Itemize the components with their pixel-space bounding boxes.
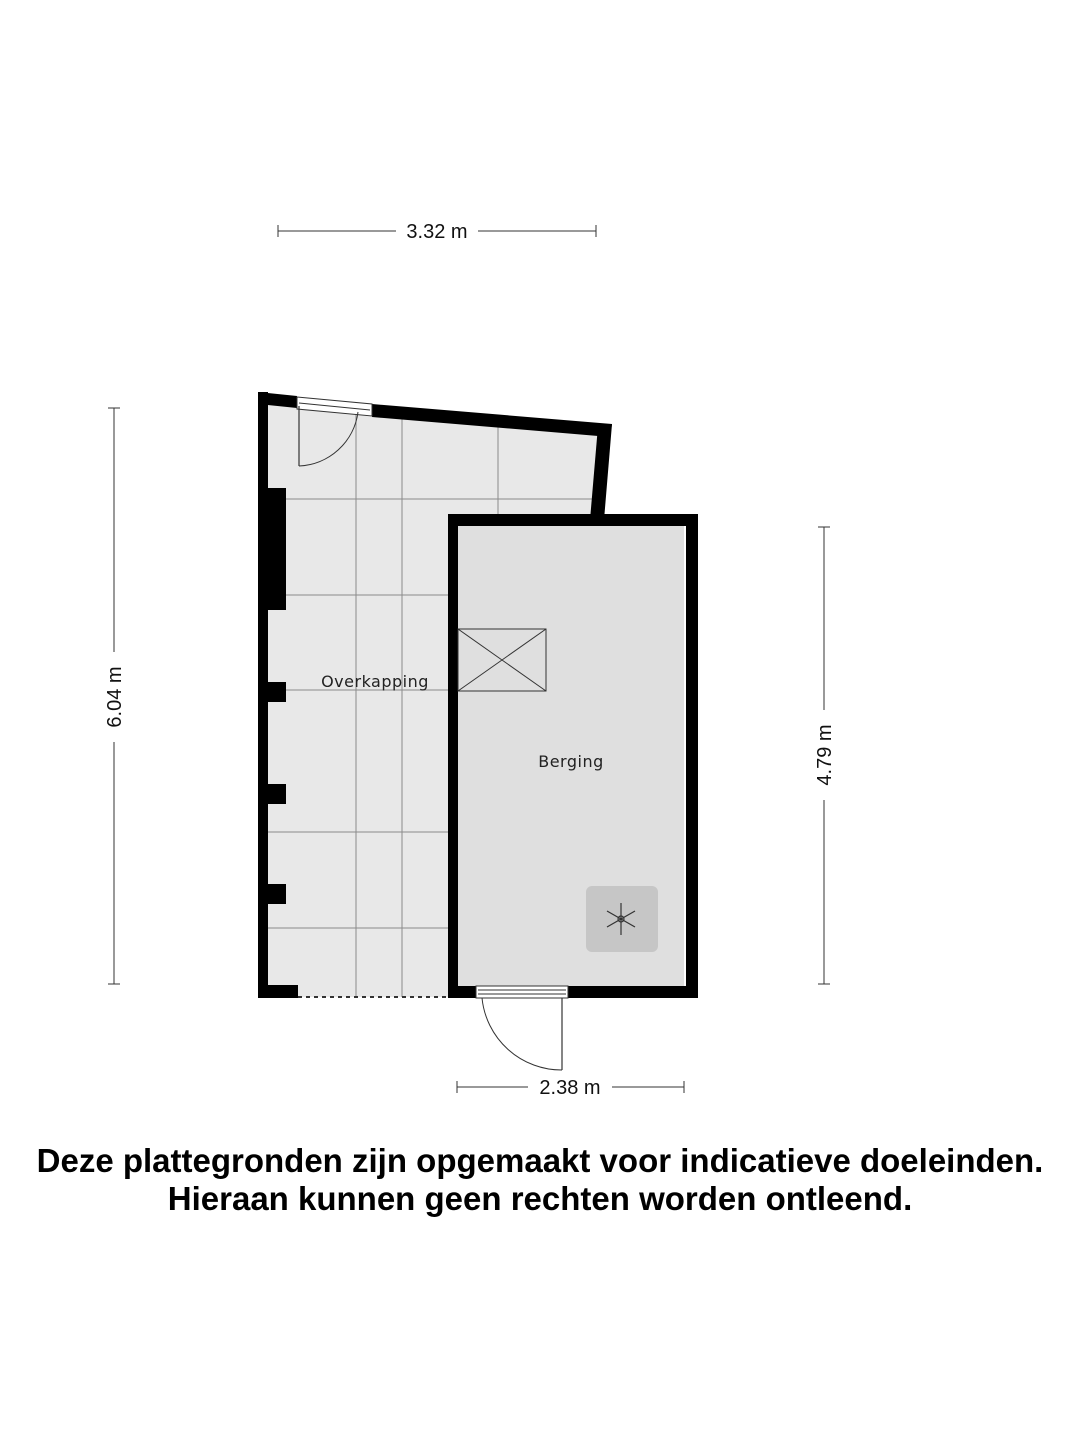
dimension-left: 6.04 m — [104, 666, 126, 728]
room-label-berging: Berging — [538, 752, 604, 771]
disclaimer-line-1: Deze plattegronden zijn opgemaakt voor indicatieve doeleinden. — [36, 1142, 1044, 1179]
berging-door[interactable] — [476, 986, 568, 1070]
drain-icon — [586, 886, 658, 952]
dimension-bottom: 2.38 m — [539, 1077, 601, 1099]
room-label-overkapping: Overkapping — [321, 672, 429, 691]
dimension-right: 4.79 m — [814, 724, 836, 786]
dimension-top: 3.32 m — [406, 221, 468, 243]
disclaimer-line-2: Hieraan kunnen geen rechten worden ontleend. — [167, 1180, 913, 1217]
